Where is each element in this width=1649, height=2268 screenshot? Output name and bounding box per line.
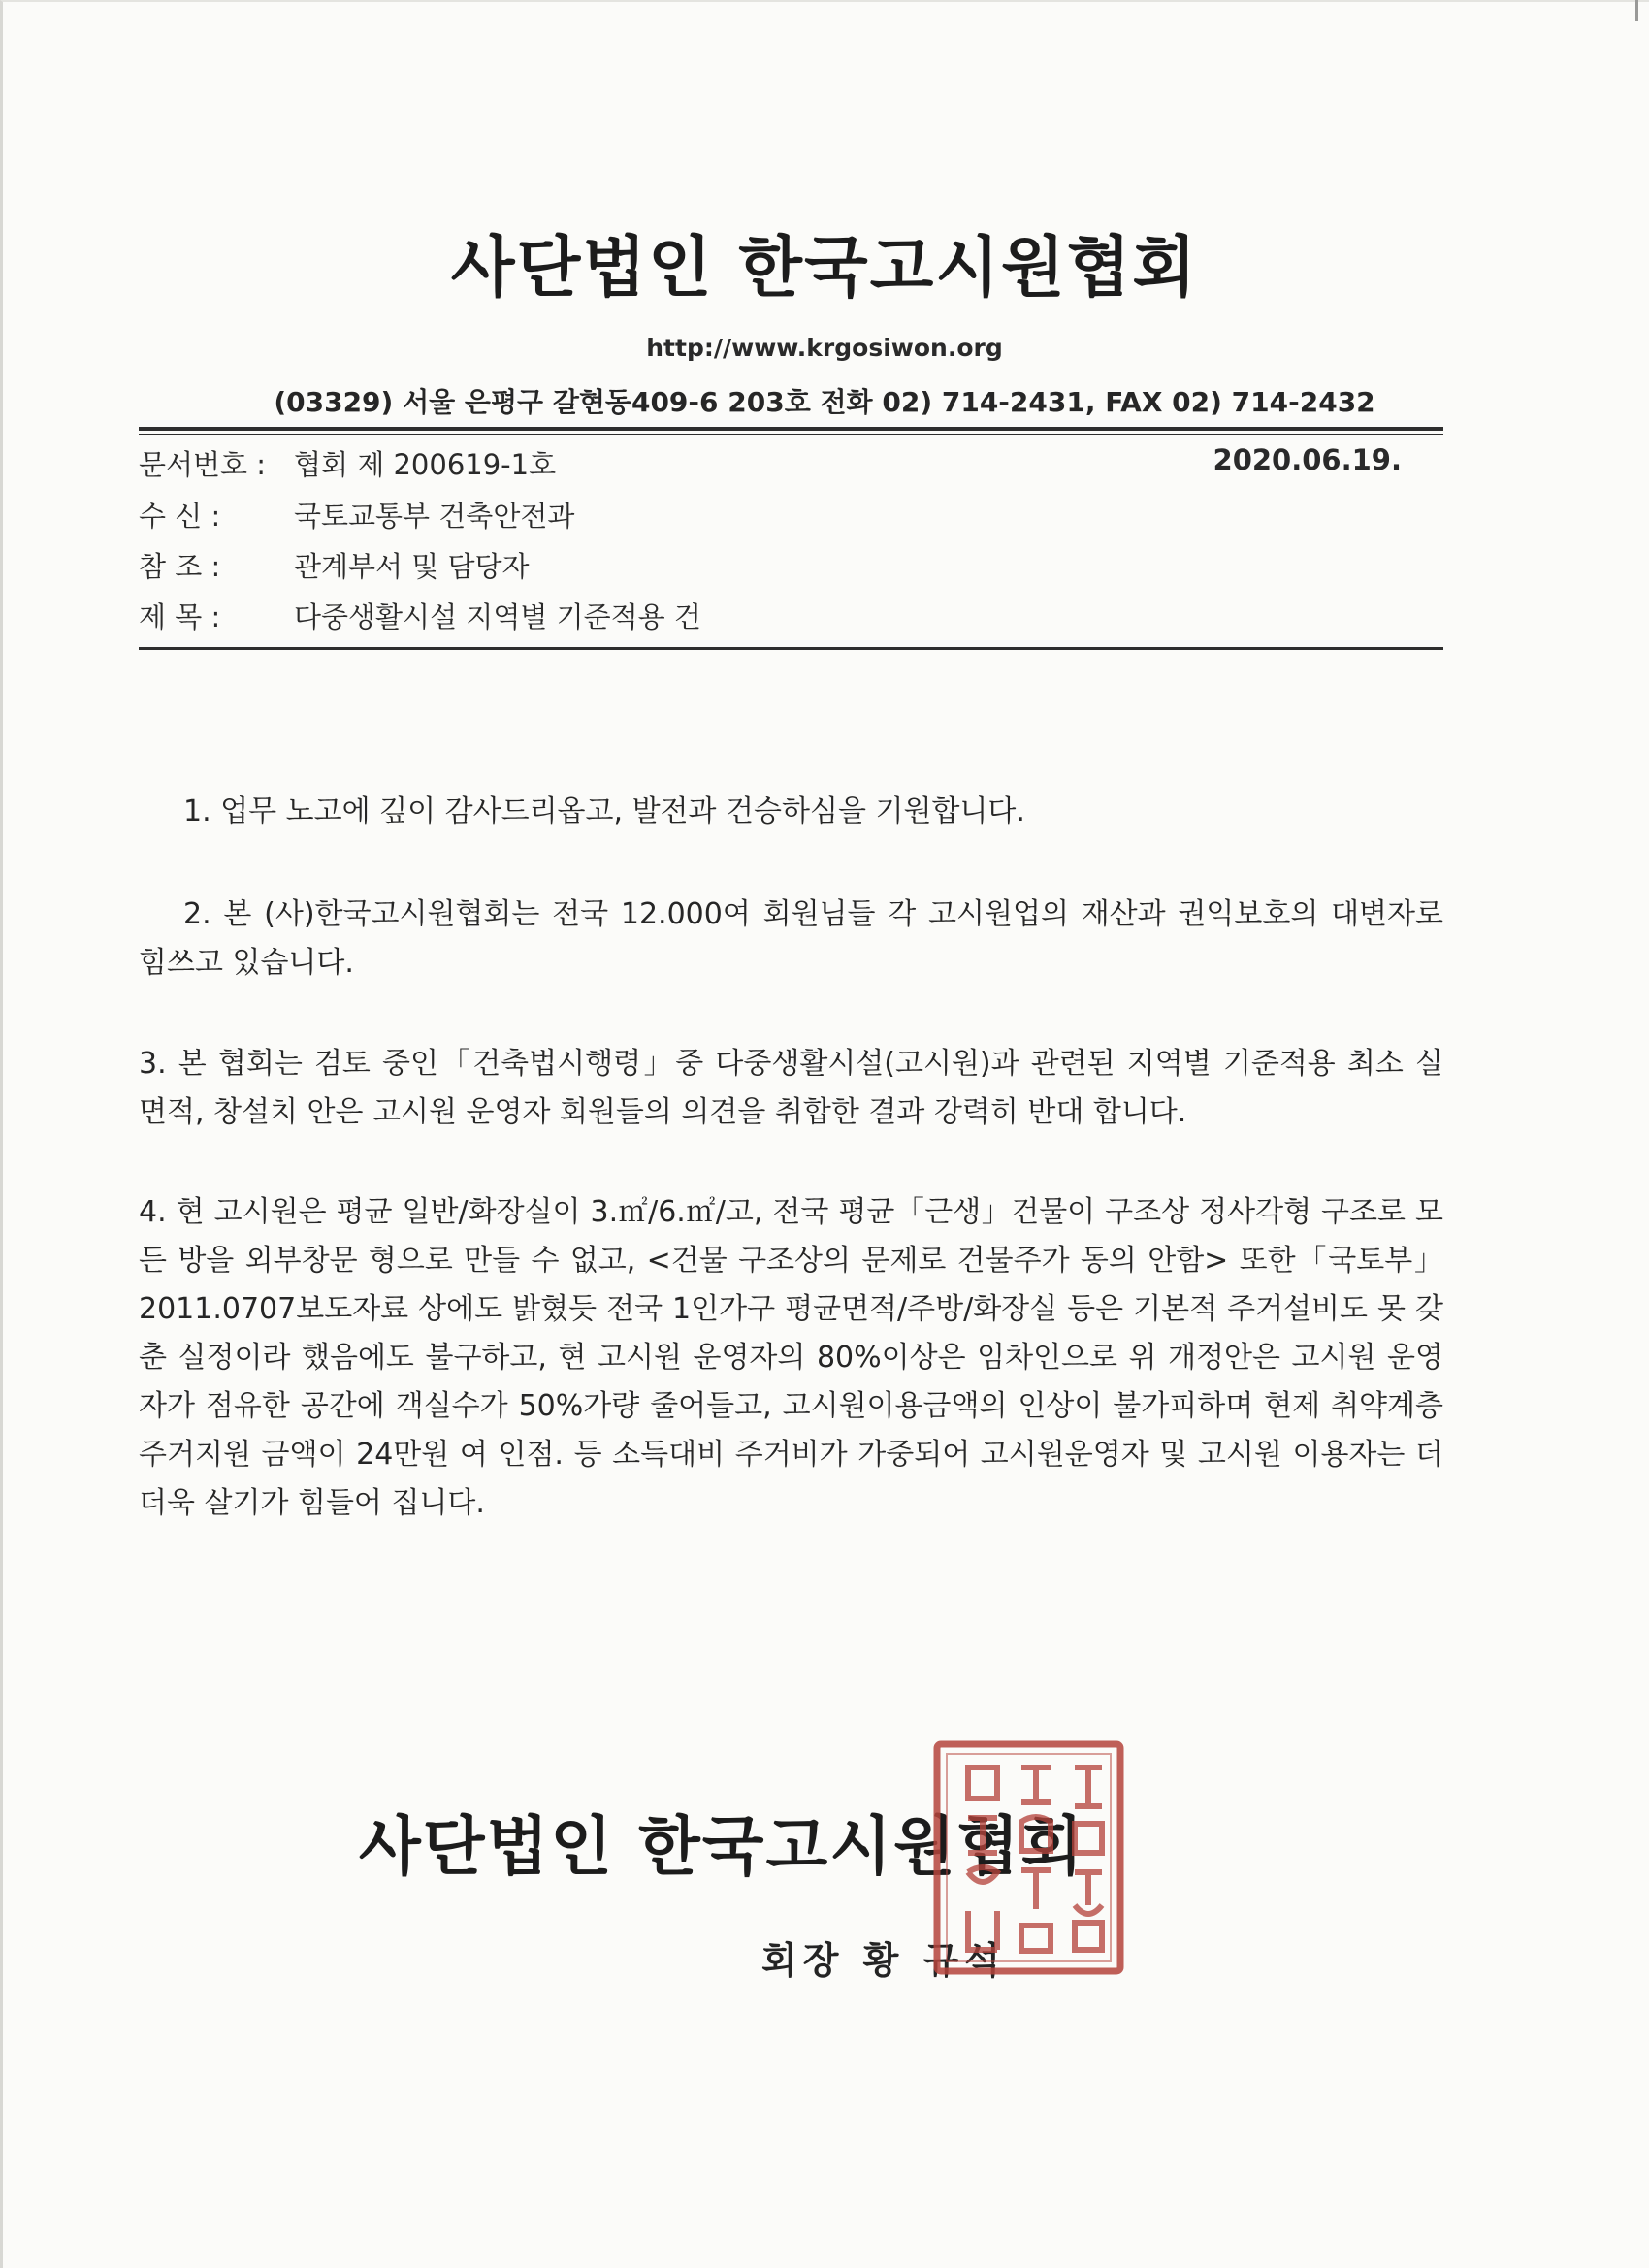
- official-seal-stamp: [929, 1736, 1128, 1979]
- doc-number-value: 협회 제 200619-1호: [294, 448, 557, 481]
- paragraph-4: 4. 현 고시원은 평균 일반/화장실이 3.㎡/6.㎡/고, 전국 평균「근생」건물이 구조상 정사각형 구조로 모든 방을 외부창문 형으로 만들 수 없고, <건물 구조상의 문제로 건물주가 동의 안함> 또한「국토부」2011.0707보도자료 상에도 밝혔듯 전국 1인가구 평균면적/주방/화장실 등은 기본적 주거설비도 못 갖춘 실정이라 했음에도 불구하고, 현 고시원 운영자의 80%이상은 임차인으로 위 개정안은 고시원 운영자가 점유한 공간에 객실수가 50%가량 줄어들고, 고시원이용금액의 인상이 불가피하며 현제 취약계층 주거지원 금액이 24만원 여 인점. 등 소득대비 주거비가 가중되어 고시원운영자 및 고시원 이용자는 더더욱 살기가 힘들어 집니다.: [139, 1195, 1443, 1520]
- letterhead-title: 사단법인 한국고시원협회: [450, 230, 1199, 307]
- subject-value: 다중생활시설 지역별 기준적용 건: [294, 600, 701, 633]
- meta-reference: [139, 545, 530, 585]
- recipient-value: 국토교통부 건축안전과: [294, 500, 575, 533]
- letterhead-address: (03329) 서울 은평구 갈현동409-6 203호 전화 02) 714-2431, FAX 02) 714-2432: [274, 386, 1375, 418]
- subject-label: 제 목 :: [139, 600, 221, 633]
- meta-subject: [139, 596, 701, 635]
- header-rule-thick: [139, 427, 1443, 431]
- meta-rule-bottom: [139, 647, 1443, 650]
- meta-doc-number: [139, 443, 556, 483]
- header-rule-thin: [139, 434, 1443, 435]
- reference-value: 관계부서 및 담당자: [294, 550, 530, 583]
- president-name: 회장 황 규석: [761, 1939, 1006, 1982]
- recipient-label: 수 신 :: [139, 500, 221, 533]
- letterhead-url: http://www.krgosiwon.org: [646, 334, 1003, 362]
- doc-number-label: 문서번호 :: [139, 448, 267, 481]
- meta-recipient: [139, 495, 574, 535]
- reference-label: 참 조 :: [139, 550, 221, 583]
- paragraph-3: 3. 본 협회는 검토 중인「건축법시행령」중 다중생활시설(고시원)과 관련된 지역별 기준적용 최소 실 면적, 창설치 안은 고시원 운영자 회원들의 의견을 취합한 결과 강력히 반대 합니다.: [139, 1047, 1443, 1129]
- doc-date: 2020.06.19.: [1212, 443, 1402, 476]
- footer-org-name: 사단법인 한국고시원협회: [359, 1809, 1085, 1884]
- scan-edge-mark: [1635, 0, 1638, 21]
- paragraph-2: 2. 본 (사)한국고시원협회는 전국 12.000여 회원님들 각 고시원업의 재산과 권익보호의 대변자로 힘쓰고 있습니다.: [139, 897, 1443, 980]
- paragraph-1: 1. 업무 노고에 깊이 감사드리옵고, 발전과 건승하심을 기원합니다.: [183, 794, 1025, 828]
